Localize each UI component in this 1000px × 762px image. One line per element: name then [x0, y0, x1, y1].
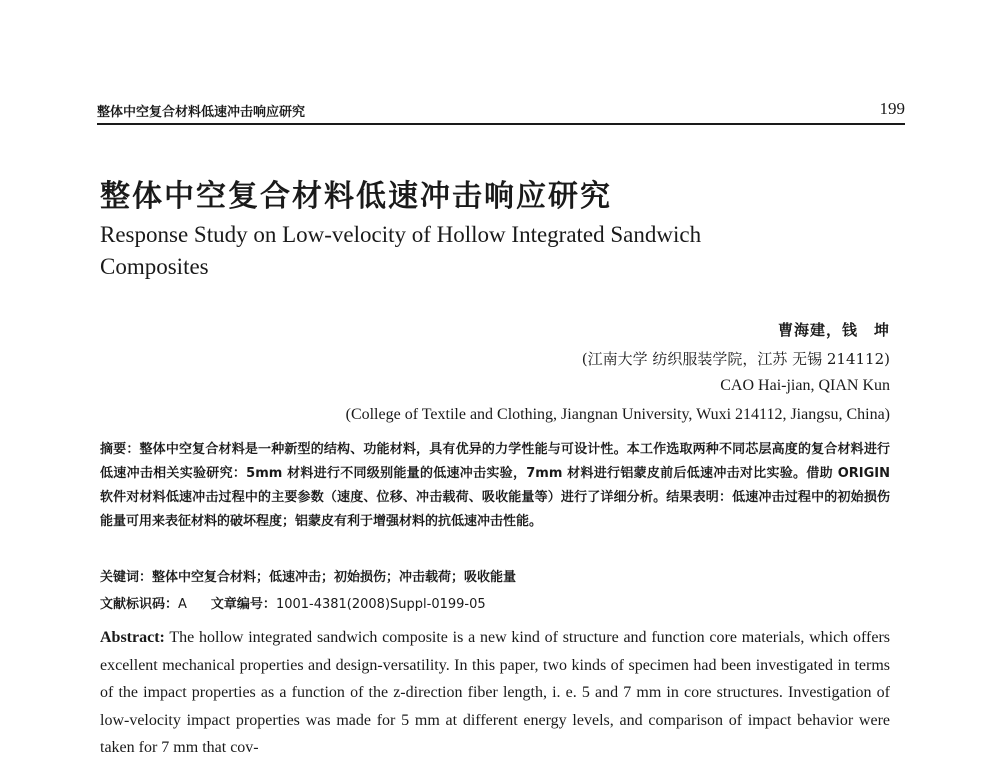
running-title: 整体中空复合材料低速冲击响应研究	[97, 105, 306, 120]
doc-code-label: 文献标识码：	[100, 597, 179, 612]
authors-zh: 曹海建，钱 坤	[777, 321, 890, 339]
running-head	[97, 101, 905, 125]
keywords: 关键词：整体中空复合材料；低速冲击；初始损伤；冲击载荷；吸收能量	[100, 570, 517, 585]
abstract-en	[100, 624, 890, 762]
doc-code-value: A	[178, 597, 187, 612]
author-block	[346, 319, 890, 435]
article-no-value: 1001-4381(2008)Suppl-0199-05	[275, 597, 486, 612]
abstract-en-text: The hollow integrated sandwich composite is a new kind of structure and function core materials, which offers excellent mechanical properties and design-versatility. In this paper, two kinds of specimen had been investigated in terms of the impact properties as a function of the z-direction fiber length, i. e. 5 and 7 mm in core structures. Investigation of low-velocity impact properties was made for 5 mm at different energy levels, and comparison of impact behavior were taken for 7 mm that cov-	[100, 629, 890, 756]
page-number: 199	[879, 99, 905, 118]
affiliation-en: (College of Textile and Clothing, Jiangnan University, Wuxi 214112, Jiangsu, China)	[345, 406, 890, 423]
article-no-label: 文章编号：	[210, 597, 276, 612]
paper-title-zh: 整体中空复合材料低速冲击响应研究	[100, 179, 612, 214]
abstract-zh: 摘要：整体中空复合材料是一种新型的结构、功能材料，具有优异的力学性能与可设计性。本工作选取两种不同芯层高度的复合材料进行低速冲击相关实验研究：5mm 材料进行不同级别能量的低速冲击实验，7mm 材料进行铝蒙皮前后低速冲击对比实验。借助 ORIGIN 软件对材料低速冲击过程中的主要参数（速度、位移、冲击载荷、吸收能量等）进行了详细分析。结果表明：低速冲击过程中的初始损伤能量可用来表征材料的破坏程度；铝蒙皮有利于增强材料的抗低速冲击性能。	[100, 442, 890, 529]
affiliation-zh: (江南大学 纺织服装学院，江苏 无锡 214112)	[581, 350, 890, 368]
abstract-en-label: Abstract:	[100, 629, 165, 646]
authors-en: CAO Hai-jian, QIAN Kun	[720, 377, 890, 394]
doc-info	[100, 593, 486, 612]
paper-title-en: Response Study on Low-velocity of Hollow Integrated Sandwich Composites	[100, 222, 702, 279]
